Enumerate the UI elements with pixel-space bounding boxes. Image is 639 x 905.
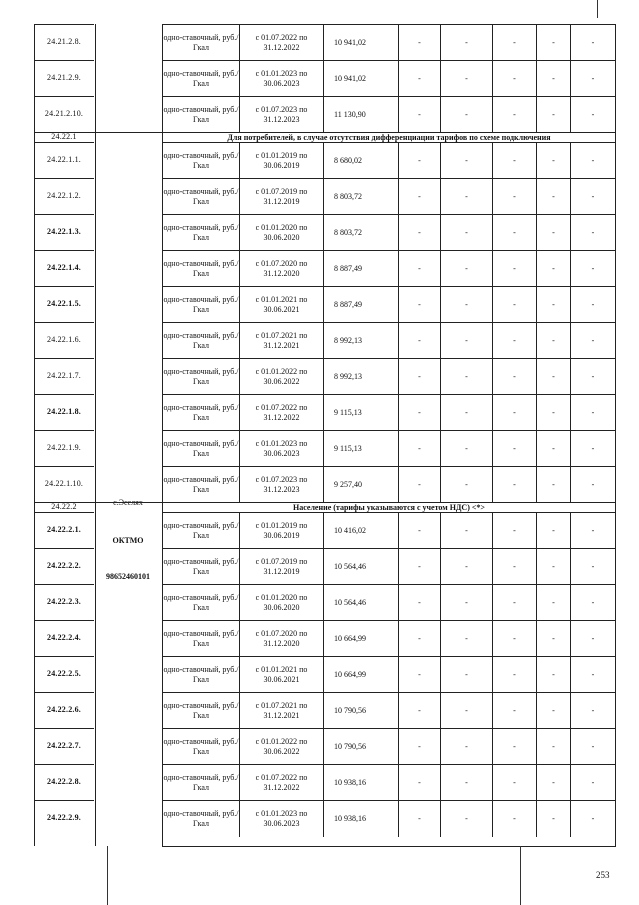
period-cell: с 01.07.2020 по 31.12.2020 [240,251,324,287]
table-row [163,286,615,323]
tariff-type-cell: одно-ставочный, руб./Гкал [163,97,240,133]
empty-dash-cell: - [537,513,571,549]
empty-dash-cell: - [591,300,595,309]
tariff-value-cell: 8 887,49 [324,287,399,323]
table-row [163,178,615,215]
table-row [163,142,615,179]
empty-dash-cell: - [441,513,493,549]
scan-artifact [520,846,521,905]
empty-dash-cell: - [399,215,441,251]
period-cell: с 01.07.2019 по 31.12.2019 [240,549,324,585]
empty-dash-cell: - [441,657,493,693]
tariff-type-cell: одно-ставочный, руб./Гкал [163,729,240,765]
tariff-type-cell: одно-ставочный, руб./Гкал [163,513,240,549]
empty-dash-cell: - [537,585,571,621]
period-cell: с 01.01.2021 по 30.06.2021 [240,657,324,693]
empty-dash-cell: - [493,621,537,657]
empty-dash-cell: - [399,61,441,97]
tariff-value-cell: 8 803,72 [324,179,399,215]
tariff-type-cell: одно-ставочный, руб./Гкал [163,179,240,215]
empty-dash-cell: - [537,251,571,287]
empty-dash-cell: - [399,359,441,395]
empty-dash-cell: - [591,778,595,787]
row-separator [34,692,94,693]
empty-dash-cell: - [441,323,493,359]
tariff-value-cell: 8 887,49 [324,251,399,287]
row-code: 24.22.1.5. [47,299,81,308]
empty-dash-cell: - [441,801,493,837]
row-code: 24.21.2.8. [47,37,81,46]
empty-dash-cell: - [537,395,571,431]
empty-dash-cell: - [591,634,595,643]
tariff-type-cell: одно-ставочный, руб./Гкал [163,431,240,467]
empty-dash-cell: - [591,706,595,715]
empty-dash-cell: - [537,61,571,97]
empty-dash-cell: - [537,431,571,467]
period-cell: с 01.01.2022 по 30.06.2022 [240,359,324,395]
tariff-type-cell: одно-ставочный, руб./Гкал [163,251,240,287]
empty-dash-cell: - [441,621,493,657]
row-code-column [34,24,96,846]
row-separator [34,584,94,585]
empty-dash-cell: - [493,729,537,765]
empty-dash-cell: - [537,765,571,801]
period-cell: с 01.07.2021 по 31.12.2021 [240,323,324,359]
empty-dash-cell: - [399,143,441,179]
section-header-24-22-2: Население (тарифы указываются с учетом НДС) <*> [163,502,615,513]
row-code: 24.22.2.3. [47,597,81,606]
empty-dash-cell: - [537,359,571,395]
row-code: 24.22.2.5. [47,669,81,678]
row-separator [34,502,94,503]
period-cell: с 01.07.2023 по 31.12.2023 [240,467,324,503]
row-separator [34,394,94,395]
tariff-type-cell: одно-ставочный, руб./Гкал [163,693,240,729]
tariff-type-cell: одно-ставочный, руб./Гкал [163,143,240,179]
empty-dash-cell: - [441,143,493,179]
period-cell: с 01.01.2020 по 30.06.2020 [240,585,324,621]
empty-dash-cell: - [493,25,537,61]
tariff-value-cell: 11 130,90 [324,97,399,133]
row-separator [34,24,94,25]
empty-dash-cell: - [493,215,537,251]
empty-dash-cell: - [591,742,595,751]
empty-dash-cell: - [591,562,595,571]
empty-dash-cell: - [537,467,571,503]
tariff-table [162,24,616,847]
tariff-type-cell: одно-ставочный, руб./Гкал [163,323,240,359]
empty-dash-cell: - [399,657,441,693]
table-row [163,512,615,549]
empty-dash-cell: - [441,97,493,133]
empty-dash-cell: - [493,467,537,503]
tariff-type-cell: одно-ставочный, руб./Гкал [163,657,240,693]
empty-dash-cell: - [591,598,595,607]
empty-dash-cell: - [591,264,595,273]
empty-dash-cell: - [537,729,571,765]
empty-dash-cell: - [537,693,571,729]
table-row [163,96,615,133]
period-cell: с 01.07.2023 по 31.12.2023 [240,97,324,133]
empty-dash-cell: - [399,765,441,801]
empty-dash-cell: - [591,480,595,489]
table-row [163,548,615,585]
empty-dash-cell: - [399,251,441,287]
tariff-type-cell: одно-ставочный, руб./Гкал [163,765,240,801]
tariff-value-cell: 10 664,99 [324,621,399,657]
tariff-value-cell: 10 941,02 [324,25,399,61]
table-row [163,728,615,765]
row-separator [34,142,94,143]
empty-dash-cell: - [399,621,441,657]
tariff-value-cell: 8 992,13 [324,359,399,395]
tariff-value-cell: 8 803,72 [324,215,399,251]
row-code: 24.21.2.10. [44,109,84,118]
empty-dash-cell: - [399,729,441,765]
row-separator [34,358,94,359]
row-separator [34,286,94,287]
empty-dash-cell: - [441,287,493,323]
empty-dash-cell: - [399,395,441,431]
row-separator [34,656,94,657]
row-separator [34,322,94,323]
empty-dash-cell: - [537,143,571,179]
tariff-value-cell: 10 790,56 [324,729,399,765]
row-separator [34,620,94,621]
tariff-value-cell: 10 564,46 [324,585,399,621]
tariff-type-cell: одно-ставочный, руб./Гкал [163,467,240,503]
row-separator [34,728,94,729]
row-code: 24.22.2.1. [47,525,81,534]
empty-dash-cell: - [591,670,595,679]
empty-dash-cell: - [399,801,441,837]
row-code: 24.22.1.3. [47,227,81,236]
empty-dash-cell: - [493,693,537,729]
empty-dash-cell: - [441,359,493,395]
tariff-value-cell: 8 680,02 [324,143,399,179]
tariff-type-cell: одно-ставочный, руб./Гкал [163,359,240,395]
empty-dash-cell: - [399,549,441,585]
tariff-value-cell: 10 564,46 [324,549,399,585]
empty-dash-cell: - [493,765,537,801]
empty-dash-cell: - [399,513,441,549]
row-code: 24.22.1.9. [47,443,81,452]
row-code: 24.22.1.2. [47,191,81,200]
empty-dash-cell: - [493,513,537,549]
oktmo-value: 98652460101 [106,572,150,581]
empty-dash-cell: - [441,431,493,467]
empty-dash-cell: - [493,97,537,133]
empty-dash-cell: - [537,215,571,251]
empty-dash-cell: - [493,287,537,323]
table-row [163,800,615,837]
row-separator [34,800,94,801]
empty-dash-cell: - [537,801,571,837]
section-code: 24.22.1 [51,132,77,141]
row-separator [34,764,94,765]
row-separator [34,132,94,133]
empty-dash-cell: - [441,467,493,503]
row-code: 24.22.1.1. [47,155,81,164]
table-row [163,60,615,97]
empty-dash-cell: - [493,801,537,837]
empty-dash-cell: - [591,74,595,83]
row-separator [34,214,94,215]
empty-dash-cell: - [493,143,537,179]
municipality-label: с.Эселях [113,498,143,507]
table-row [163,466,615,503]
row-code: 24.22.2.8. [47,777,81,786]
tariff-type-cell: одно-ставочный, руб./Гкал [163,549,240,585]
row-code: 24.22.1.6. [47,335,81,344]
empty-dash-cell: - [493,359,537,395]
empty-dash-cell: - [537,657,571,693]
empty-dash-cell: - [537,97,571,133]
oktmo-label: ОКТМО [112,536,144,545]
section-header-24-22-1: Для потребителей, в случае отсутствия дифференциации тарифов по схеме подключения [163,132,615,143]
row-code: 24.22.1.10. [44,479,84,488]
tariff-type-cell: одно-ставочный, руб./Гкал [163,621,240,657]
row-code: 24.22.2.2. [47,561,81,570]
tariff-value-cell: 8 992,13 [324,323,399,359]
tariff-type-cell: одно-ставочный, руб./Гкал [163,215,240,251]
period-cell: с 01.07.2022 по 31.12.2022 [240,765,324,801]
row-separator [34,60,94,61]
row-code: 24.21.2.9. [47,73,81,82]
period-cell: с 01.01.2022 по 30.06.2022 [240,729,324,765]
empty-dash-cell: - [591,156,595,165]
row-separator [34,548,94,549]
empty-dash-cell: - [591,372,595,381]
empty-dash-cell: - [591,336,595,345]
empty-dash-cell: - [399,287,441,323]
empty-dash-cell: - [441,729,493,765]
tariff-value-cell: 9 257,40 [324,467,399,503]
empty-dash-cell: - [537,549,571,585]
page-number: 253 [596,870,610,880]
empty-dash-cell: - [441,765,493,801]
tariff-type-cell: одно-ставочный, руб./Гкал [163,287,240,323]
table-row [163,322,615,359]
tariff-type-cell: одно-ставочный, руб./Гкал [163,801,240,837]
empty-dash-cell: - [441,25,493,61]
empty-dash-cell: - [591,444,595,453]
empty-dash-cell: - [441,395,493,431]
tariff-value-cell: 9 115,13 [324,395,399,431]
tariff-value-cell: 10 938,16 [324,801,399,837]
empty-dash-cell: - [591,110,595,119]
tariff-type-cell: одно-ставочный, руб./Гкал [163,25,240,61]
tariff-type-cell: одно-ставочный, руб./Гкал [163,61,240,97]
empty-dash-cell: - [399,179,441,215]
tariff-value-cell: 10 416,02 [324,513,399,549]
row-separator [34,466,94,467]
row-code: 24.22.1.7. [47,371,81,380]
empty-dash-cell: - [537,323,571,359]
empty-dash-cell: - [493,251,537,287]
tariff-value-cell: 10 938,16 [324,765,399,801]
table-row [163,620,615,657]
empty-dash-cell: - [399,693,441,729]
period-cell: с 01.07.2021 по 31.12.2021 [240,693,324,729]
tariff-value-cell: 10 941,02 [324,61,399,97]
period-cell: с 01.01.2019 по 30.06.2019 [240,143,324,179]
empty-dash-cell: - [493,179,537,215]
table-row [163,692,615,729]
empty-dash-cell: - [399,431,441,467]
empty-dash-cell: - [441,585,493,621]
table-row [163,584,615,621]
empty-dash-cell: - [591,38,595,47]
row-code: 24.22.1.4. [47,263,81,272]
empty-dash-cell: - [399,97,441,133]
period-cell: с 01.01.2020 по 30.06.2020 [240,215,324,251]
row-separator [34,512,94,513]
empty-dash-cell: - [591,228,595,237]
table-row [163,764,615,801]
empty-dash-cell: - [441,693,493,729]
tariff-value-cell: 9 115,13 [324,431,399,467]
section-separator [94,502,162,503]
empty-dash-cell: - [591,192,595,201]
table-row [163,394,615,431]
empty-dash-cell: - [537,179,571,215]
empty-dash-cell: - [537,25,571,61]
period-cell: с 01.07.2022 по 31.12.2022 [240,395,324,431]
row-separator [34,430,94,431]
period-cell: с 01.01.2023 по 30.06.2023 [240,431,324,467]
table-row [163,214,615,251]
scan-artifact [107,846,108,905]
empty-dash-cell: - [493,61,537,97]
row-separator [34,250,94,251]
empty-dash-cell: - [399,323,441,359]
empty-dash-cell: - [441,179,493,215]
period-cell: с 01.07.2020 по 31.12.2020 [240,621,324,657]
row-separator [34,178,94,179]
empty-dash-cell: - [441,215,493,251]
empty-dash-cell: - [441,251,493,287]
empty-dash-cell: - [493,585,537,621]
empty-dash-cell: - [441,549,493,585]
row-code: 24.22.2.4. [47,633,81,642]
row-code: 24.22.2.6. [47,705,81,714]
table-row [163,430,615,467]
period-cell: с 01.01.2019 по 30.06.2019 [240,513,324,549]
row-separator [34,96,94,97]
section-code: 24.22.2 [51,502,77,511]
empty-dash-cell: - [399,25,441,61]
empty-dash-cell: - [537,621,571,657]
scan-artifact [597,0,598,18]
row-code: 24.22.2.9. [47,813,81,822]
period-cell: с 01.07.2019 по 31.12.2019 [240,179,324,215]
empty-dash-cell: - [537,287,571,323]
period-cell: с 01.01.2023 по 30.06.2023 [240,61,324,97]
empty-dash-cell: - [399,585,441,621]
empty-dash-cell: - [493,657,537,693]
row-code: 24.22.2.7. [47,741,81,750]
empty-dash-cell: - [493,323,537,359]
period-cell: с 01.01.2023 по 30.06.2023 [240,801,324,837]
empty-dash-cell: - [493,431,537,467]
empty-dash-cell: - [591,526,595,535]
empty-dash-cell: - [591,408,595,417]
tariff-value-cell: 10 664,99 [324,657,399,693]
table-row [163,250,615,287]
empty-dash-cell: - [441,61,493,97]
tariff-value-cell: 10 790,56 [324,693,399,729]
empty-dash-cell: - [591,814,595,823]
period-cell: с 01.01.2021 по 30.06.2021 [240,287,324,323]
empty-dash-cell: - [493,549,537,585]
empty-dash-cell: - [399,467,441,503]
table-row [163,656,615,693]
empty-dash-cell: - [493,395,537,431]
tariff-type-cell: одно-ставочный, руб./Гкал [163,585,240,621]
period-cell: с 01.07.2022 по 31.12.2022 [240,25,324,61]
section-separator [94,132,162,133]
table-row [163,24,615,61]
row-code: 24.22.1.8. [47,407,81,416]
table-row [163,358,615,395]
tariff-type-cell: одно-ставочный, руб./Гкал [163,395,240,431]
